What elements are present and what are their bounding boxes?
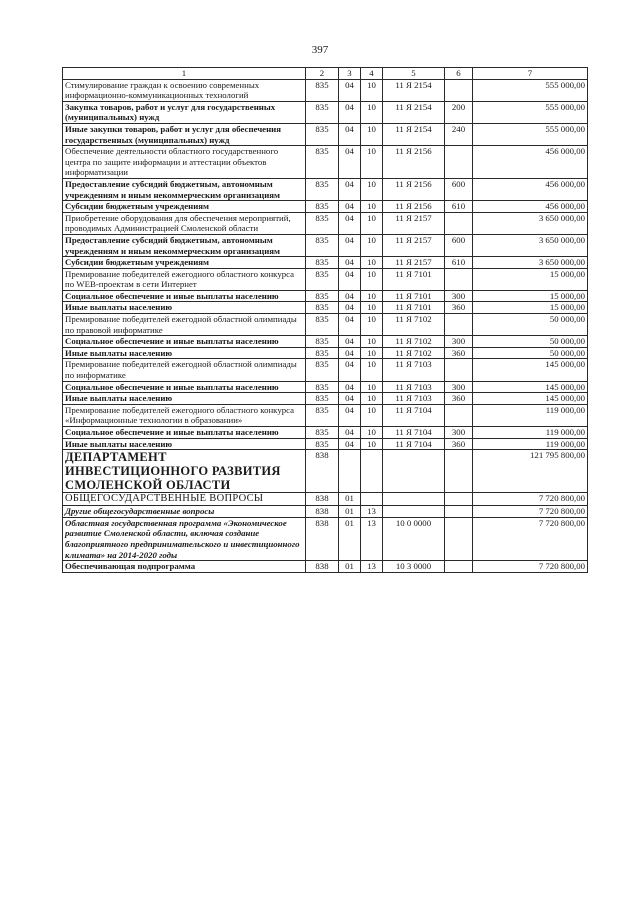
ministry-code-cell: 835 [306,101,339,123]
subsection-code-cell: 10 [361,79,383,101]
expense-type-cell [445,561,473,573]
header-cell: 7 [473,68,588,80]
table-row [63,234,588,256]
header-cell: 4 [361,68,383,80]
target-article-cell: 11 Я 7104 [383,427,445,439]
section-code-cell: 04 [339,257,361,269]
table-row [63,404,588,426]
table-row [63,212,588,234]
ministry-code-cell: 835 [306,79,339,101]
subsection-code-cell: 10 [361,427,383,439]
section-code-cell: 04 [339,381,361,393]
ministry-code-cell: 835 [306,359,339,381]
expense-type-cell: 360 [445,393,473,405]
expense-type-cell: 600 [445,234,473,256]
section-code-cell: 04 [339,314,361,336]
amount-cell: 555 000,00 [473,101,588,123]
target-article-cell: 11 Я 7102 [383,314,445,336]
ministry-code-cell: 835 [306,257,339,269]
subsection-code-cell: 10 [361,302,383,314]
subsection-code-cell: 10 [361,101,383,123]
expense-name-cell: ОБЩЕГОСУДАРСТВЕННЫЕ ВОПРОСЫ [63,493,306,506]
expense-type-cell [445,314,473,336]
subsection-code-cell: 10 [361,393,383,405]
header-cell: 5 [383,68,445,80]
expense-type-cell: 360 [445,438,473,450]
expense-type-cell: 610 [445,257,473,269]
expense-name-cell: Обеспечение деятельности областного государственного центра по защите информации и аттестации объектов информатизации [63,146,306,179]
section-code-cell: 04 [339,201,361,213]
section-code-cell: 04 [339,438,361,450]
expense-name-cell: Субсидии бюджетным учреждениям [63,201,306,213]
table-row [63,438,588,450]
expense-name-cell: Иные выплаты населению [63,302,306,314]
table-row [63,201,588,213]
target-article-cell: 11 Я 2154 [383,79,445,101]
header-cell: 1 [63,68,306,80]
target-article-cell [383,450,445,493]
budget-table [62,67,588,573]
table-body [63,79,588,572]
ministry-code-cell: 835 [306,427,339,439]
table-row [63,257,588,269]
ministry-code-cell: 835 [306,234,339,256]
expense-name-cell: Социальное обеспечение и иные выплаты населению [63,290,306,302]
header-cell: 3 [339,68,361,80]
expense-name-cell: Другие общегосударственные вопросы [63,506,306,518]
table-row [63,79,588,101]
section-code-cell: 01 [339,517,361,560]
subsection-code-cell: 10 [361,336,383,348]
section-code-cell: 04 [339,212,361,234]
table-row [63,517,588,560]
amount-cell: 15 000,00 [473,268,588,290]
amount-cell: 119 000,00 [473,427,588,439]
section-code-cell: 01 [339,561,361,573]
amount-cell: 7 720 800,00 [473,493,588,506]
expense-name-cell: Обеспечивающая подпрограмма [63,561,306,573]
amount-cell: 50 000,00 [473,314,588,336]
expense-type-cell [445,212,473,234]
table-row [63,268,588,290]
section-code-cell: 04 [339,268,361,290]
amount-cell: 7 720 800,00 [473,561,588,573]
table-row [63,393,588,405]
target-article-cell: 11 Я 7102 [383,347,445,359]
ministry-code-cell: 835 [306,212,339,234]
target-article-cell: 11 Я 2157 [383,257,445,269]
subsection-code-cell: 10 [361,123,383,145]
ministry-code-cell: 835 [306,268,339,290]
section-code-cell: 04 [339,234,361,256]
ministry-code-cell: 835 [306,290,339,302]
expense-type-cell: 300 [445,336,473,348]
amount-cell: 119 000,00 [473,404,588,426]
subsection-code-cell: 10 [361,268,383,290]
section-code-cell: 04 [339,336,361,348]
table-row [63,347,588,359]
section-code-cell: 04 [339,79,361,101]
table-row [63,178,588,200]
target-article-cell: 11 Я 2154 [383,101,445,123]
subsection-code-cell: 13 [361,506,383,518]
ministry-code-cell: 835 [306,336,339,348]
expense-name-cell: Премирование победителей ежегодного областного конкурса «Информационные технологии в образовании» [63,404,306,426]
subsection-code-cell: 10 [361,201,383,213]
ministry-code-cell: 835 [306,438,339,450]
ministry-code-cell: 835 [306,347,339,359]
amount-cell: 145 000,00 [473,381,588,393]
amount-cell: 3 650 000,00 [473,234,588,256]
amount-cell: 50 000,00 [473,336,588,348]
target-article-cell: 11 Я 7101 [383,290,445,302]
section-code-cell: 04 [339,347,361,359]
section-code-cell: 04 [339,101,361,123]
target-article-cell: 11 Я 2156 [383,201,445,213]
amount-cell: 555 000,00 [473,123,588,145]
target-article-cell: 11 Я 2157 [383,234,445,256]
target-article-cell: 11 Я 7101 [383,268,445,290]
header-row [63,68,588,80]
expense-type-cell [445,146,473,179]
target-article-cell: 11 Я 2157 [383,212,445,234]
section-code-cell: 04 [339,290,361,302]
expense-name-cell: Стимулирование граждан к освоению современных информационно-коммуникационных технологий [63,79,306,101]
amount-cell: 15 000,00 [473,302,588,314]
page-number: 397 [311,44,329,56]
expense-name-cell: Иные закупки товаров, работ и услуг для обеспечения государственных (муниципальных) нужд [63,123,306,145]
table-row [63,561,588,573]
subsection-code-cell: 10 [361,347,383,359]
table-row [63,381,588,393]
ministry-code-cell: 835 [306,123,339,145]
expense-name-cell: Социальное обеспечение и иные выплаты населению [63,381,306,393]
target-article-cell: 11 Я 7104 [383,438,445,450]
expense-name-cell: Предоставление субсидий бюджетным, автономным учреждениям и иным некоммерческим организациям [63,234,306,256]
ministry-code-cell: 835 [306,302,339,314]
target-article-cell: 11 Я 2156 [383,146,445,179]
expense-type-cell: 300 [445,427,473,439]
table-row [63,123,588,145]
expense-name-cell: Премирование победителей ежегодной областной олимпиады по информатике [63,359,306,381]
expense-type-cell: 240 [445,123,473,145]
subsection-code-cell: 10 [361,290,383,302]
ministry-code-cell: 835 [306,178,339,200]
section-code-cell: 04 [339,123,361,145]
section-code-cell: 04 [339,427,361,439]
ministry-code-cell: 835 [306,381,339,393]
subsection-code-cell: 10 [361,359,383,381]
expense-name-cell: Предоставление субсидий бюджетным, автономным учреждениям и иным некоммерческим организациям [63,178,306,200]
target-article-cell: 10 3 0000 [383,561,445,573]
amount-cell: 456 000,00 [473,178,588,200]
expense-type-cell [445,450,473,493]
subsection-code-cell: 10 [361,146,383,179]
section-code-cell: 04 [339,302,361,314]
section-code-cell: 01 [339,506,361,518]
header-cell: 6 [445,68,473,80]
subsection-code-cell [361,493,383,506]
target-article-cell [383,506,445,518]
header-cell: 2 [306,68,339,80]
ministry-code-cell: 835 [306,201,339,213]
expense-name-cell: Приобретение оборудования для обеспечения мероприятий, проводимых Администрацией Смоленской области [63,212,306,234]
table-row [63,450,588,493]
subsection-code-cell: 10 [361,178,383,200]
expense-type-cell [445,359,473,381]
subsection-code-cell: 10 [361,438,383,450]
ministry-code-cell: 835 [306,393,339,405]
section-code-cell: 04 [339,178,361,200]
subsection-code-cell [361,450,383,493]
table-row [63,359,588,381]
amount-cell: 7 720 800,00 [473,506,588,518]
expense-name-cell: Социальное обеспечение и иные выплаты населению [63,427,306,439]
expense-type-cell: 200 [445,101,473,123]
section-code-cell: 04 [339,146,361,179]
subsection-code-cell: 10 [361,314,383,336]
section-code-cell: 04 [339,393,361,405]
table-row [63,427,588,439]
subsection-code-cell: 10 [361,404,383,426]
target-article-cell [383,493,445,506]
section-code-cell [339,450,361,493]
expense-type-cell [445,493,473,506]
expense-type-cell [445,268,473,290]
section-code-cell: 01 [339,493,361,506]
subsection-code-cell: 10 [361,381,383,393]
target-article-cell: 11 Я 7104 [383,404,445,426]
subsection-code-cell: 13 [361,561,383,573]
expense-type-cell: 360 [445,302,473,314]
target-article-cell: 11 Я 7103 [383,359,445,381]
expense-name-cell: ДЕПАРТАМЕНТ ИНВЕСТИЦИОННОГО РАЗВИТИЯ СМОЛЕНСКОЙ ОБЛАСТИ [63,450,306,493]
expense-type-cell [445,517,473,560]
amount-cell: 555 000,00 [473,79,588,101]
table-row [63,290,588,302]
expense-type-cell: 360 [445,347,473,359]
ministry-code-cell: 838 [306,493,339,506]
target-article-cell: 11 Я 7103 [383,381,445,393]
ministry-code-cell: 835 [306,404,339,426]
target-article-cell: 10 0 0000 [383,517,445,560]
target-article-cell: 11 Я 7101 [383,302,445,314]
table-row [63,101,588,123]
table-row [63,336,588,348]
expense-name-cell: Премирование победителей ежегодной областной олимпиады по правовой информатике [63,314,306,336]
amount-cell: 15 000,00 [473,290,588,302]
ministry-code-cell: 838 [306,450,339,493]
subsection-code-cell: 10 [361,234,383,256]
table-row [63,302,588,314]
expense-type-cell [445,506,473,518]
amount-cell: 456 000,00 [473,146,588,179]
expense-name-cell: Премирование победителей ежегодного областного конкурса по WEB-проектам в сети Интернет [63,268,306,290]
amount-cell: 7 720 800,00 [473,517,588,560]
amount-cell: 119 000,00 [473,438,588,450]
ministry-code-cell: 838 [306,506,339,518]
table-row [63,146,588,179]
amount-cell: 3 650 000,00 [473,257,588,269]
target-article-cell: 11 Я 7103 [383,393,445,405]
section-code-cell: 04 [339,359,361,381]
amount-cell: 3 650 000,00 [473,212,588,234]
ministry-code-cell: 838 [306,517,339,560]
ministry-code-cell: 835 [306,314,339,336]
amount-cell: 121 795 800,00 [473,450,588,493]
expense-type-cell: 610 [445,201,473,213]
expense-name-cell: Закупка товаров, работ и услуг для государственных (муниципальных) нужд [63,101,306,123]
target-article-cell: 11 Я 2156 [383,178,445,200]
expense-type-cell [445,404,473,426]
expense-name-cell: Субсидии бюджетным учреждениям [63,257,306,269]
expense-name-cell: Иные выплаты населению [63,347,306,359]
ministry-code-cell: 835 [306,146,339,179]
table-row [63,506,588,518]
expense-type-cell [445,79,473,101]
expense-name-cell: Иные выплаты населению [63,393,306,405]
target-article-cell: 11 Я 2154 [383,123,445,145]
expense-type-cell: 300 [445,381,473,393]
expense-name-cell: Областная государственная программа «Экономическое развитие Смоленской области, включая создание благоприятного предпринимательского и инвестиционного климата» на 2014-2020 годы [63,517,306,560]
ministry-code-cell: 838 [306,561,339,573]
amount-cell: 456 000,00 [473,201,588,213]
table-row [63,314,588,336]
expense-name-cell: Иные выплаты населению [63,438,306,450]
section-code-cell: 04 [339,404,361,426]
amount-cell: 145 000,00 [473,359,588,381]
target-article-cell: 11 Я 7102 [383,336,445,348]
expense-type-cell: 300 [445,290,473,302]
amount-cell: 50 000,00 [473,347,588,359]
subsection-code-cell: 10 [361,257,383,269]
subsection-code-cell: 10 [361,212,383,234]
amount-cell: 145 000,00 [473,393,588,405]
expense-type-cell: 600 [445,178,473,200]
expense-name-cell: Социальное обеспечение и иные выплаты населению [63,336,306,348]
table-row [63,493,588,506]
subsection-code-cell: 13 [361,517,383,560]
